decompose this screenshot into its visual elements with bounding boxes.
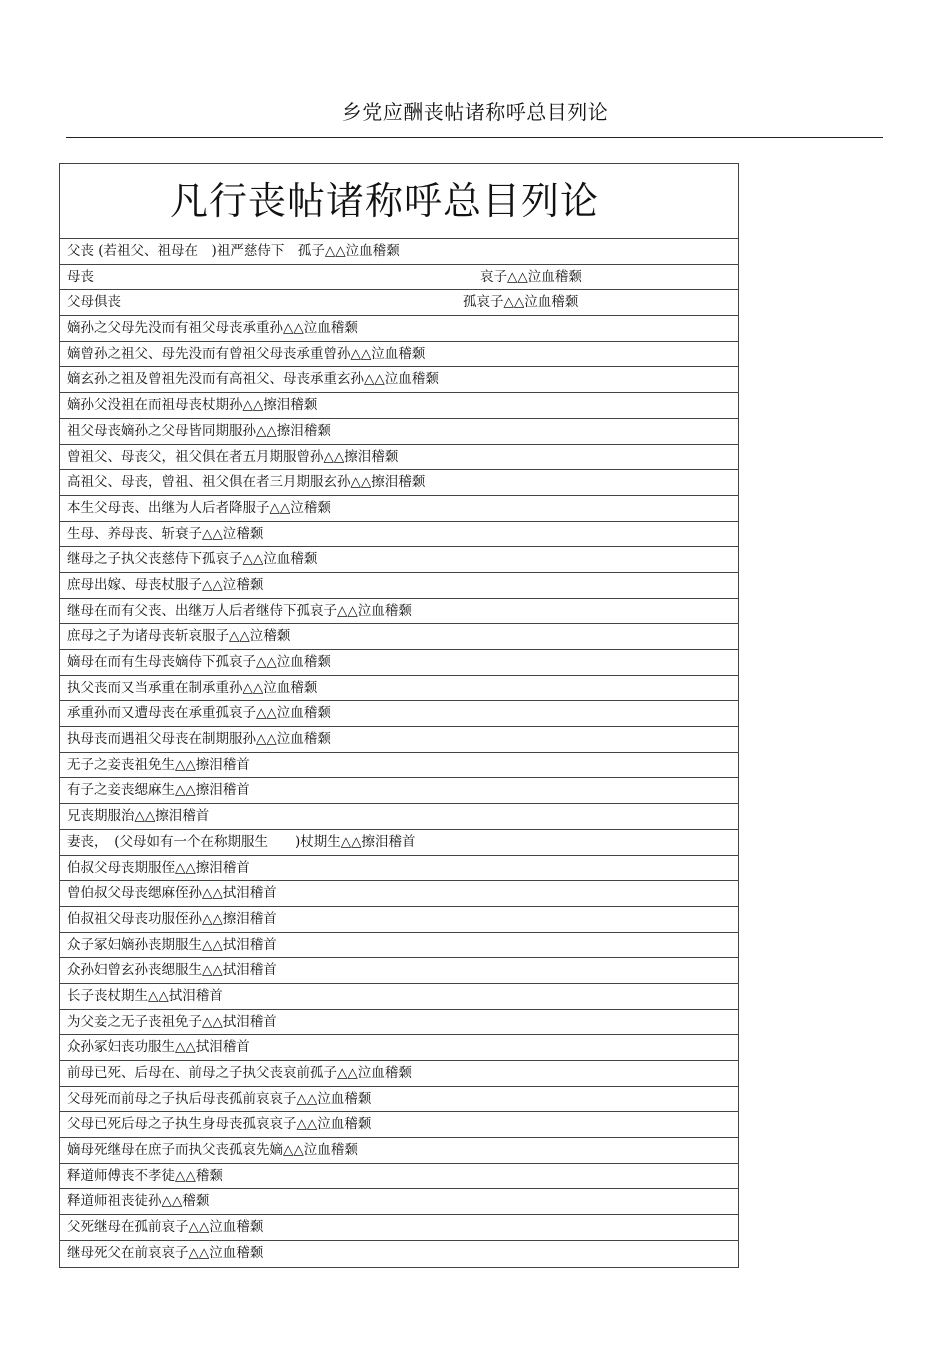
table-row	[60, 1061, 738, 1087]
row-text: 曾祖父、母丧父，祖父俱在者五月期服曾孙△△擦泪稽颡	[67, 448, 399, 465]
row-text: 执父丧而又当承重在制承重孙△△泣血稽颡	[67, 679, 318, 696]
table-row	[60, 522, 738, 548]
table-row	[60, 445, 738, 471]
table-title: 凡行丧帖诸称呼总目列论	[60, 164, 738, 239]
table-row	[60, 290, 738, 316]
table-row	[60, 804, 738, 830]
row-text: 前母已死、后母在、前母之子执父丧哀前孤子△△泣血稽颡	[67, 1065, 412, 1081]
row-text: 祖父母丧嫡孙之父母皆同期服孙△△擦泪稽颡	[67, 422, 331, 439]
table-row	[60, 367, 738, 393]
row-text: 嫡母死继母在庶子而执父丧孤哀先嫡△△泣血稽颡	[67, 1142, 358, 1159]
row-text: 继母在而有父丧、出继万人后者继侍下孤哀子△△泣血稽颡	[67, 602, 412, 619]
row-text: 伯叔祖父母丧功服侄孙△△擦泪稽首	[67, 910, 277, 927]
row-text: 生母、养母丧、斩衰子△△泣稽颡	[67, 525, 264, 542]
table-row	[60, 547, 738, 573]
row-text: 母丧	[67, 268, 94, 285]
table-body	[60, 239, 738, 1267]
row-text: 众孙妇曾玄孙丧缌服生△△拭泪稽首	[67, 962, 277, 979]
row-text: 嫡孙父没祖在而祖母丧杖期孙△△擦泪稽颡	[67, 397, 318, 414]
row-text: 嫡玄孙之祖及曾祖先没而有高祖父、母丧承重玄孙△△泣血稽颡	[67, 371, 439, 388]
row-text: 嫡孙之父母先没而有祖父母丧承重孙△△泣血稽颡	[67, 320, 358, 337]
table-row	[60, 984, 738, 1010]
table-row	[60, 1087, 738, 1113]
table-row	[60, 676, 738, 702]
table-row	[60, 856, 738, 882]
row-appellation: 孤哀子△△泣血稽颡	[463, 294, 579, 311]
row-text: 本生父母丧、出继为人后者降服子△△泣稽颡	[67, 499, 331, 516]
row-text: 父母已死后母之子执生身母丧孤哀哀子△△泣血稽颡	[67, 1116, 372, 1133]
row-text: 长子丧杖期生△△拭泪稽首	[67, 987, 223, 1004]
row-text: 承重孙而又遭母丧在承重孤哀子△△泣血稽颡	[67, 705, 331, 722]
table-row	[60, 316, 738, 342]
table-row	[60, 650, 738, 676]
table-row	[60, 1189, 738, 1215]
table-row	[60, 753, 738, 779]
row-text: 为父妾之无子丧祖免子△△拭泪稽首	[67, 1013, 277, 1030]
row-appellation: 哀子△△泣血稽颡	[480, 268, 582, 285]
table-row	[60, 265, 738, 291]
table-row	[60, 1035, 738, 1061]
row-text: 庶母之子为诸母丧斩哀服子△△泣稽颡	[67, 628, 291, 645]
table-row	[60, 624, 738, 650]
table-row	[60, 778, 738, 804]
table-row	[60, 1215, 738, 1241]
row-text: 庶母出嫁、母丧杖服子△△泣稽颡	[67, 576, 264, 593]
row-text: 高祖父、母丧，曾祖、祖父俱在者三月期服玄孙△△擦泪稽颡	[67, 474, 426, 491]
row-text: 妻丧， (父母如有一个在称期服生 )杖期生△△擦泪稽首	[67, 833, 416, 850]
table-row	[60, 701, 738, 727]
row-text: 父丧 (若祖父、祖母在 )祖严慈侍下 孤子△△泣血稽颡	[67, 243, 400, 259]
table-row	[60, 933, 738, 959]
row-text: 继母之子执父丧慈侍下孤哀子△△泣血稽颡	[67, 551, 318, 568]
row-text: 兄丧期服治△△擦泪稽首	[67, 808, 210, 825]
row-text: 有子之妾丧缌麻生△△擦泪稽首	[67, 782, 250, 799]
row-text: 释道师祖丧徒孙△△稽颡	[67, 1193, 210, 1210]
table-row	[60, 1241, 738, 1267]
table-row	[60, 419, 738, 445]
row-text: 众子冢妇嫡孙丧期服生△△拭泪稽首	[67, 936, 277, 953]
table-row	[60, 573, 738, 599]
table-row	[60, 727, 738, 753]
table-row	[60, 1164, 738, 1190]
row-text: 无子之妾丧祖免生△△擦泪稽首	[67, 756, 250, 773]
table-row	[60, 599, 738, 625]
appellation-table	[59, 163, 739, 1268]
header-divider	[66, 137, 883, 138]
row-text: 继母死父在前哀哀子△△泣血稽颡	[67, 1244, 264, 1261]
running-header-title: 乡党应酬丧帖诸称呼总目列论	[341, 100, 609, 124]
row-text: 执母丧而遇祖父母丧在制期服孙△△泣血稽颡	[67, 731, 331, 748]
row-text: 嫡曾孙之祖父、母先没而有曾祖父母丧承重曾孙△△泣血稽颡	[67, 345, 426, 362]
table-row	[60, 393, 738, 419]
table-row	[60, 496, 738, 522]
row-text: 伯叔父母丧期服侄△△擦泪稽首	[67, 859, 250, 876]
row-text: 父死继母在孤前哀子△△泣血稽颡	[67, 1219, 264, 1236]
row-text: 释道师傅丧不孝徒△△稽颡	[67, 1167, 223, 1184]
table-row	[60, 1010, 738, 1036]
row-text: 曾伯叔父母丧缌麻侄孙△△拭泪稽首	[67, 885, 277, 902]
table-row	[60, 881, 738, 907]
row-text: 父母死而前母之子执后母丧孤前哀哀子△△泣血稽颡	[67, 1090, 372, 1107]
table-row	[60, 958, 738, 984]
table-row	[60, 1138, 738, 1164]
table-row	[60, 1112, 738, 1138]
table-row	[60, 830, 738, 856]
table-row	[60, 907, 738, 933]
table-row	[60, 342, 738, 368]
table-row	[60, 470, 738, 496]
row-text: 嫡母在而有生母丧嫡侍下孤哀子△△泣血稽颡	[67, 654, 331, 670]
table-row	[60, 239, 738, 265]
row-text: 父母俱丧	[67, 294, 121, 311]
row-text: 众孙冢妇丧功服生△△拭泪稽首	[67, 1039, 250, 1056]
